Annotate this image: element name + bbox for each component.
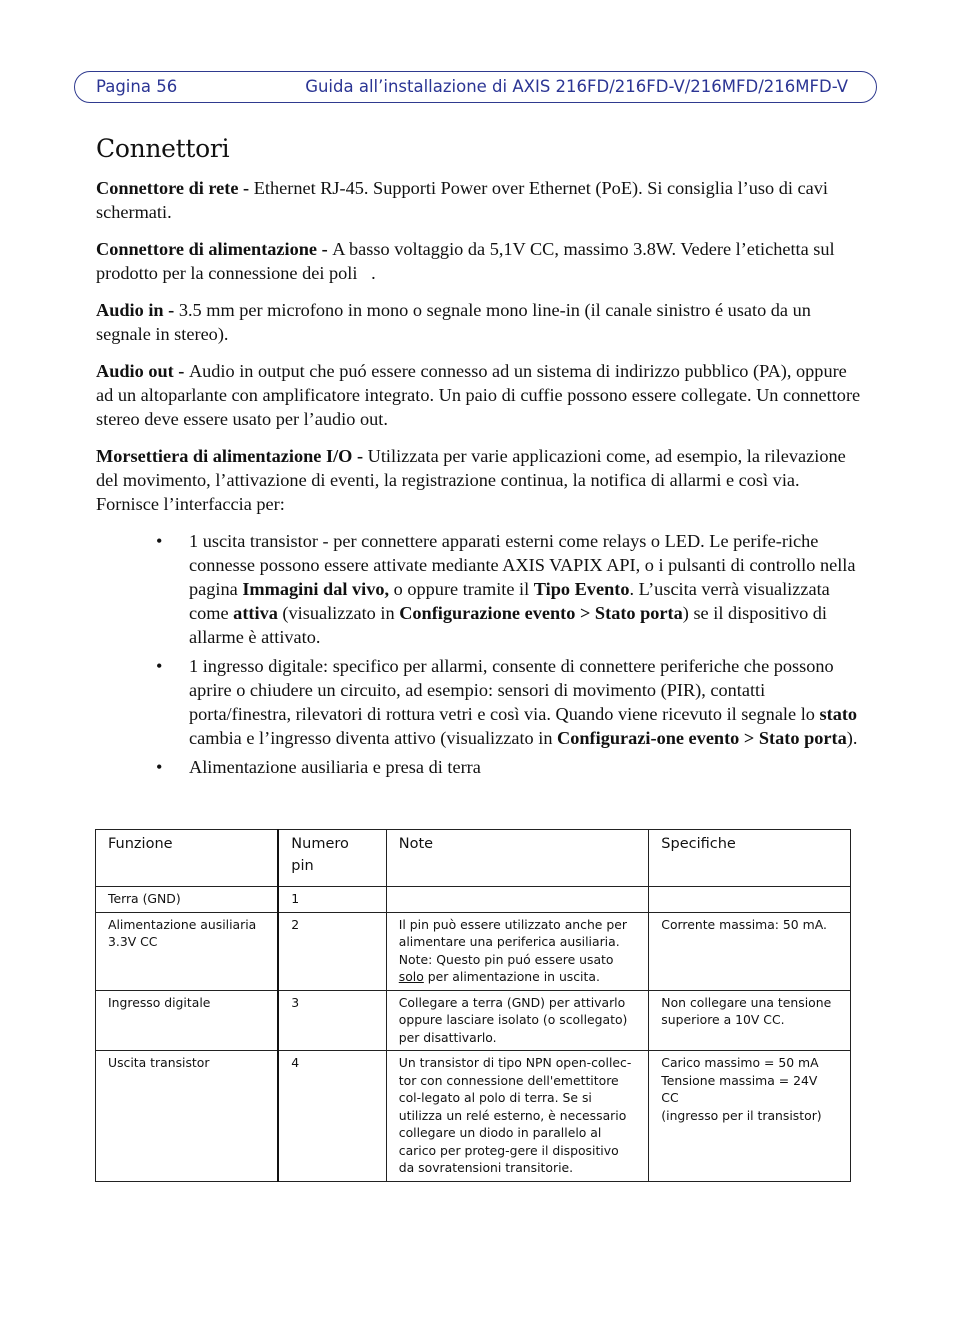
term: Connettore di rete - xyxy=(96,178,254,198)
text: 1 uscita transistor - per connettere apparati esterni come relays o LED. Le perife-riche connesse possono essere attivate mediante AXIS VAPIX API, o i pulsanti di controllo nella pagina xyxy=(189,531,856,599)
term: Audio out - xyxy=(96,361,189,381)
cell-funzione: Alimentazione ausiliaria 3.3V CC xyxy=(96,912,279,990)
text: ) se il dispositivo di allarme è attivato. xyxy=(189,603,828,647)
description: Audio in output che puó essere connesso ad un sistema di indirizzo pubblico (PA), oppure ad un altoparlante con amplificatore integrato. Un paio di cuffie possono essere collegate. Un connettore stereo deve essere usato per l’audio out. xyxy=(96,361,861,429)
cell-funzione: Ingresso digitale xyxy=(96,990,279,1051)
paragraph-power-connector xyxy=(96,237,864,285)
spec-line: (ingresso per il transistor) xyxy=(661,1107,822,1123)
cell-pin: 1 xyxy=(278,887,386,913)
cell-funzione: Uscita transistor xyxy=(96,1051,279,1182)
paragraph-network-connector xyxy=(96,176,864,224)
table-header-row xyxy=(96,830,851,887)
bullet: • xyxy=(156,656,163,676)
cell-spec: Non collegare una tensione superiore a 10V CC. xyxy=(649,990,851,1051)
bullet: • xyxy=(156,757,163,777)
paragraph-audio-out xyxy=(96,359,864,431)
list-item-digital-input xyxy=(96,654,866,750)
text: ). xyxy=(846,728,858,748)
description: A basso voltaggio da 5,1V CC, massimo 3.8W. Vedere l’etichetta sul prodotto per la connessione dei poli . xyxy=(96,239,840,283)
cell-note xyxy=(386,887,649,913)
paragraph-io-terminal xyxy=(96,444,864,516)
header-note: Note xyxy=(386,830,649,887)
pin-table xyxy=(95,829,851,1182)
list-item-aux-power xyxy=(96,755,866,779)
cell-spec xyxy=(649,1051,851,1182)
note-text: Il pin può essere utilizzato anche per alimentare una periferica ausiliaria. Note: Questo pin puó essere usato xyxy=(398,916,627,967)
term: Morsettiera di alimentazione I/O - xyxy=(96,446,368,466)
term: Audio in - xyxy=(96,300,179,320)
emphasis: Tipo Evento xyxy=(533,579,630,599)
emphasis: attiva xyxy=(233,603,278,623)
emphasis: Immagini dal vivo, xyxy=(242,579,390,599)
cell-pin: 3 xyxy=(278,990,386,1051)
table-row xyxy=(96,1051,851,1182)
table-row xyxy=(96,912,851,990)
text: 1 ingresso digitale: specifico per allarmi, consente di connettere periferiche che possono aprire o chiudere un circuito, ad esempio: sensori di movimento (PIR), contatti porta/finestra, rilevatori di rottura vetri e così via. Quando viene ricevuto il segnale lo xyxy=(189,656,834,724)
page-number: Pagina 56 xyxy=(96,77,178,96)
description: Ethernet RJ-45. Supporti Power over Ethernet (PoE). Si consiglia l’uso di cavi schermati. xyxy=(96,178,828,222)
cell-note xyxy=(386,912,649,990)
text: o oppure tramite il xyxy=(389,579,534,599)
table-row xyxy=(96,990,851,1051)
description: Utilizzata per varie applicazioni come, ad esempio, la rilevazione del movimento, l’attivazione di eventi, la registrazione continua, la notifica di allarmi e così via. Fornisce l’interfaccia per: xyxy=(96,446,846,514)
term: Connettore di alimentazione - xyxy=(96,239,333,259)
emphasis: stato xyxy=(819,704,858,724)
interface-list xyxy=(96,529,866,784)
guide-title: Guida all’installazione di AXIS 216FD/216FD-V/216MFD/216MFD-V xyxy=(305,77,848,96)
cell-note: Collegare a terra (GND) per attivarlo oppure lasciare isolato (o scollegato) per disattivarlo. xyxy=(386,990,649,1051)
paragraph-audio-in xyxy=(96,298,864,346)
cell-pin: 2 xyxy=(278,912,386,990)
header-numero-pin-text: Numero pin xyxy=(291,836,349,874)
text: (visualizzato in xyxy=(277,603,400,623)
table-row xyxy=(96,887,851,913)
text: cambia e l’ingresso diventa attivo (visualizzato in xyxy=(189,728,558,748)
text: Alimentazione ausiliaria e presa di terra xyxy=(189,757,481,777)
emphasis: Configurazi-one evento > Stato porta xyxy=(557,728,847,748)
header-funzione: Funzione xyxy=(96,830,279,887)
cell-pin: 4 xyxy=(278,1051,386,1182)
cell-funzione: Terra (GND) xyxy=(96,887,279,913)
text: . L’uscita verrà visualizzata come xyxy=(189,579,830,623)
page-header xyxy=(74,71,877,103)
cell-spec xyxy=(649,887,851,913)
emphasis: Configurazione evento > Stato porta xyxy=(399,603,683,623)
header-numero-pin xyxy=(278,830,386,887)
spec-line: Tensione massima = 24V CC xyxy=(661,1072,818,1105)
description: 3.5 mm per microfono in mono o segnale mono line-in (il canale sinistro é usato da un segnale in stereo). xyxy=(96,300,811,344)
cell-note: Un transistor di tipo NPN open-collec-tor con connessione dell'emettitore col-legato al polo di terra. Se si utilizza un relé esterno, è necessario collegare un diodo in parallelo al carico per proteg-gere il dispositivo da sovratensioni transitorie. xyxy=(386,1051,649,1182)
note-underlined: solo xyxy=(398,969,424,984)
header-specifiche: Specifiche xyxy=(649,830,851,887)
bullet: • xyxy=(156,531,163,551)
section-title: Connettori xyxy=(96,134,230,163)
list-item-transistor-output xyxy=(96,529,866,649)
cell-spec: Corrente massima: 50 mA. xyxy=(649,912,851,990)
spec-line: Carico massimo = 50 mA xyxy=(661,1055,819,1070)
note-text: per alimentazione in uscita. xyxy=(423,969,600,984)
